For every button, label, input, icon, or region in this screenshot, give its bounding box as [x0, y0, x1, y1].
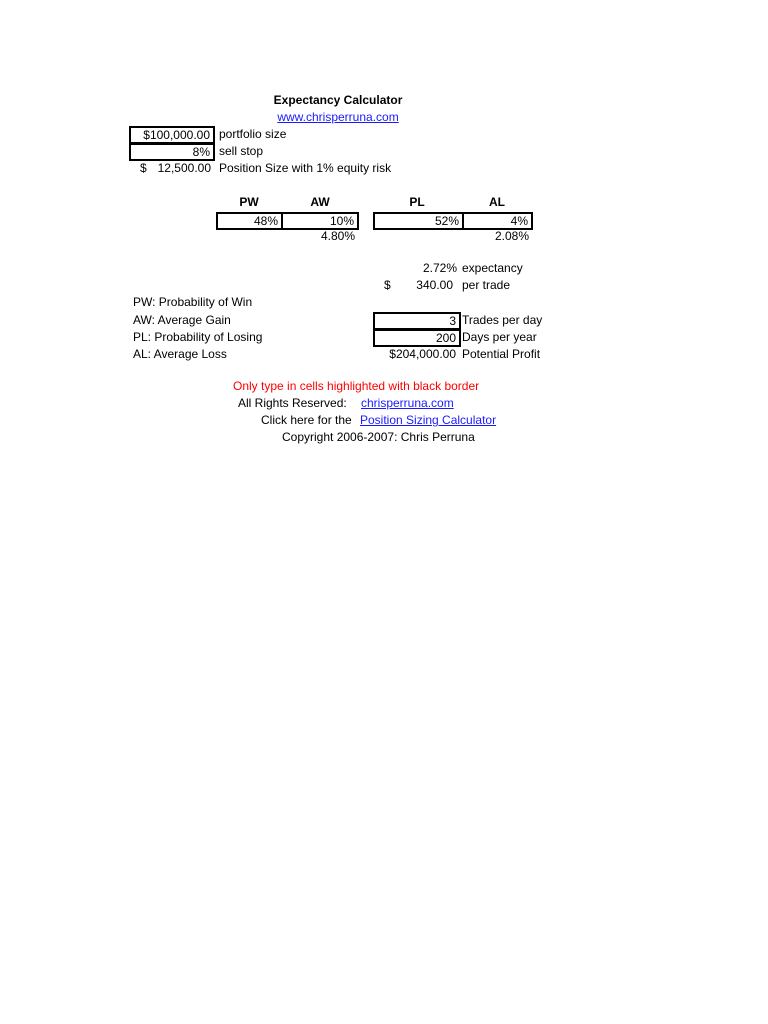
header-aw: AW: [310, 195, 330, 209]
input-note: Only type in cells highlighted with black border: [233, 379, 480, 393]
portfolio-size-label: portfolio size: [219, 127, 287, 141]
expectancy-value: 2.72%: [422, 261, 457, 275]
click-label: Click here for the: [261, 413, 352, 427]
page-title: Expectancy Calculator: [273, 93, 403, 107]
rights-link[interactable]: chrisperruna.com: [361, 396, 454, 410]
pl-input[interactable]: 52%: [434, 214, 459, 228]
copyright: Copyright 2006-2007: Chris Perruna: [282, 430, 475, 444]
position-size-label: Position Size with 1% equity risk: [219, 161, 392, 175]
expectancy-label: expectancy: [462, 261, 523, 275]
header-pl: PL: [409, 195, 425, 209]
portfolio-size-input[interactable]: $100,000.00: [129, 126, 215, 144]
pw-input[interactable]: 48%: [253, 214, 278, 228]
trades-per-day-input[interactable]: 3: [373, 312, 461, 330]
site-link[interactable]: www.chrisperruna.com: [277, 110, 399, 124]
potential-profit-label: Potential Profit: [462, 347, 541, 361]
header-pw: PW: [239, 195, 259, 209]
legend-pl: PL: Probability of Losing: [133, 330, 263, 344]
position-size-currency: $: [140, 161, 147, 175]
days-per-year-label: Days per year: [462, 330, 537, 344]
potential-profit-value: $204,000.00: [389, 347, 456, 361]
header-al: AL: [489, 195, 505, 209]
legend-pw: PW: Probability of Win: [133, 295, 253, 309]
per-trade-label: per trade: [462, 278, 511, 292]
legend-al: AL: Average Loss: [133, 347, 227, 361]
sell-stop-label: sell stop: [219, 144, 264, 158]
per-trade-value: 340.00: [416, 278, 453, 292]
win-product: 4.80%: [320, 229, 355, 243]
rights-label: All Rights Reserved:: [238, 396, 347, 410]
position-sizing-calculator-link[interactable]: Position Sizing Calculator: [360, 413, 497, 427]
aw-input[interactable]: 10%: [329, 214, 354, 228]
position-size-value: 12,500.00: [157, 161, 211, 175]
days-per-year-input[interactable]: 200: [373, 329, 461, 347]
loss-product: 2.08%: [494, 229, 529, 243]
al-input[interactable]: 4%: [510, 214, 528, 228]
trades-per-day-label: Trades per day: [462, 313, 543, 327]
per-trade-currency: $: [384, 278, 391, 292]
sell-stop-input[interactable]: 8%: [129, 143, 215, 161]
legend-aw: AW: Average Gain: [133, 313, 231, 327]
